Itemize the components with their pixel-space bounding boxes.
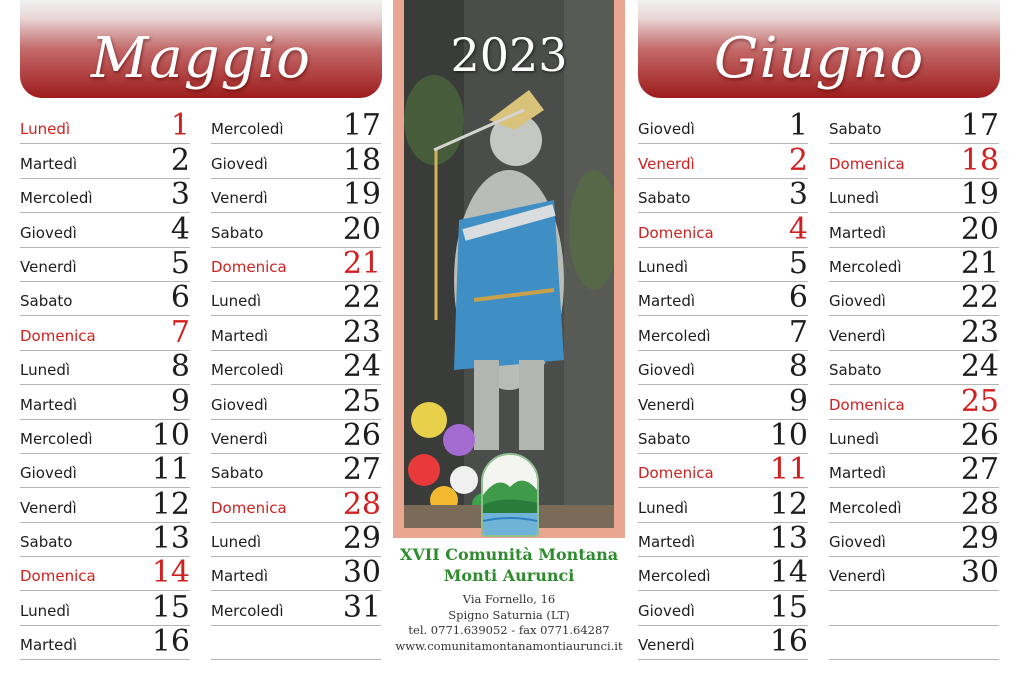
weekday-name: Domenica — [638, 464, 714, 483]
weekday-name: Domenica — [638, 223, 714, 242]
day-number: 27 — [342, 452, 381, 488]
day-number: 9 — [170, 383, 190, 419]
day-row — [829, 110, 999, 144]
day-number: 29 — [342, 521, 381, 557]
may-column-2 — [211, 110, 381, 660]
day-row — [211, 282, 381, 316]
weekday-name: Martedì — [20, 395, 78, 414]
weekday-name: Martedì — [829, 464, 887, 483]
day-row — [638, 282, 808, 316]
weekday-name: Lunedì — [829, 189, 880, 208]
weekday-name: Martedì — [20, 154, 78, 173]
day-number: 26 — [960, 417, 999, 453]
day-number: 25 — [342, 383, 381, 419]
day-row — [20, 110, 190, 144]
day-number: 9 — [788, 383, 808, 419]
weekday-name: Venerdì — [638, 395, 695, 414]
day-row — [829, 351, 999, 385]
day-row — [638, 523, 808, 557]
phone-fax: tel. 0771.639052 - fax 0771.64287 — [408, 623, 610, 637]
day-number: 7 — [170, 314, 190, 350]
weekday-name: Sabato — [638, 429, 691, 448]
weekday-name: Martedì — [638, 533, 696, 552]
weekday-name: Martedì — [211, 326, 269, 345]
day-row — [638, 316, 808, 350]
day-number: 6 — [788, 280, 808, 316]
day-row — [20, 557, 190, 591]
day-row — [829, 245, 999, 282]
day-number: 16 — [769, 624, 808, 660]
day-number: 15 — [151, 589, 190, 625]
day-number: 2 — [170, 142, 190, 178]
day-number: 3 — [788, 177, 808, 213]
day-row — [829, 316, 999, 350]
day-row — [638, 245, 808, 282]
day-number: 4 — [788, 211, 808, 247]
day-number: 14 — [151, 555, 190, 591]
day-row — [638, 626, 808, 660]
day-row — [211, 245, 381, 282]
day-row — [638, 144, 808, 178]
day-row — [211, 179, 381, 213]
day-number: 12 — [151, 486, 190, 522]
day-number: 14 — [769, 555, 808, 591]
address-line2: Spigno Saturnia (LT) — [448, 607, 570, 622]
weekday-name: Sabato — [829, 361, 882, 380]
address-line1: Via Fornello, 16 — [462, 592, 556, 606]
day-number: 25 — [960, 383, 999, 419]
day-row — [20, 316, 190, 350]
statue-photo — [404, 0, 614, 528]
day-row — [829, 282, 999, 316]
day-row — [829, 523, 999, 557]
day-row — [20, 454, 190, 488]
weekday-name: Mercoledì — [20, 189, 93, 208]
day-row — [211, 557, 381, 591]
weekday-name: Venerdì — [638, 636, 695, 655]
day-number: 8 — [170, 349, 190, 385]
weekday-name: Martedì — [638, 292, 696, 311]
weekday-name: Venerdì — [211, 429, 268, 448]
day-row — [211, 591, 381, 625]
day-row — [211, 385, 381, 419]
org-name-line2: Monti Aurunci — [443, 566, 575, 585]
weekday-name: Domenica — [211, 498, 287, 517]
day-number: 15 — [769, 589, 808, 625]
day-number: 30 — [342, 555, 381, 591]
weekday-name: Mercoledì — [211, 361, 284, 380]
day-number: 28 — [960, 486, 999, 522]
weekday-name: Martedì — [20, 636, 78, 655]
day-number: 10 — [769, 417, 808, 453]
weekday-name: Sabato — [211, 464, 264, 483]
day-row — [829, 488, 999, 522]
organization-info — [393, 544, 625, 654]
may-banner — [20, 0, 382, 98]
day-row — [20, 385, 190, 419]
year-label: 2023 — [450, 28, 568, 82]
day-number: 18 — [342, 142, 381, 178]
weekday-name: Venerdì — [20, 498, 77, 517]
website: www.comunitamontanamontiaurunci.it — [395, 638, 623, 653]
weekday-name: Giovedì — [829, 292, 886, 311]
may-column-1 — [20, 110, 190, 660]
day-number: 30 — [960, 555, 999, 591]
weekday-name: Lunedì — [20, 601, 71, 620]
weekday-name: Domenica — [829, 395, 905, 414]
day-row — [20, 282, 190, 316]
june-banner — [638, 0, 1000, 98]
photo-frame — [393, 0, 625, 538]
weekday-name: Lunedì — [638, 498, 689, 517]
weekday-name: Domenica — [20, 567, 96, 586]
day-row — [211, 351, 381, 385]
day-number: 13 — [769, 521, 808, 557]
day-row — [638, 557, 808, 591]
day-number: 20 — [960, 211, 999, 247]
day-number: 19 — [960, 177, 999, 213]
june-column-1 — [638, 110, 808, 660]
day-row — [20, 591, 190, 625]
day-row — [829, 557, 999, 591]
day-row — [211, 454, 381, 488]
day-row — [211, 417, 381, 454]
weekday-name: Martedì — [211, 567, 269, 586]
weekday-name: Lunedì — [20, 361, 71, 380]
day-row — [211, 110, 381, 144]
day-row — [638, 488, 808, 522]
day-number: 1 — [170, 108, 190, 144]
day-number: 10 — [151, 417, 190, 453]
day-number: 11 — [151, 452, 190, 488]
day-number: 19 — [342, 177, 381, 213]
day-row — [638, 417, 808, 454]
day-row — [211, 144, 381, 178]
org-name-line1: XVII Comunità Montana — [399, 545, 619, 564]
weekday-name: Giovedì — [638, 601, 695, 620]
weekday-name: Mercoledì — [638, 567, 711, 586]
june-title: Giugno — [713, 25, 925, 91]
day-number: 27 — [960, 452, 999, 488]
weekday-name: Lunedì — [20, 120, 71, 139]
day-number: 21 — [960, 245, 999, 281]
weekday-name: Giovedì — [211, 395, 268, 414]
day-number: 3 — [170, 177, 190, 213]
day-row — [211, 488, 381, 522]
day-number: 7 — [788, 314, 808, 350]
weekday-name: Giovedì — [638, 361, 695, 380]
day-row — [638, 213, 808, 247]
day-number: 11 — [769, 452, 808, 488]
day-row — [829, 417, 999, 454]
may-title: Maggio — [90, 25, 312, 91]
weekday-name: Giovedì — [20, 464, 77, 483]
day-number: 16 — [151, 624, 190, 660]
weekday-name: Lunedì — [829, 429, 880, 448]
day-number: 6 — [170, 280, 190, 316]
day-row — [638, 385, 808, 419]
weekday-name: Sabato — [20, 533, 73, 552]
day-number: 31 — [342, 589, 381, 625]
day-row — [829, 213, 999, 247]
day-row — [211, 626, 381, 660]
weekday-name: Mercoledì — [211, 601, 284, 620]
weekday-name: Domenica — [829, 154, 905, 173]
weekday-name: Lunedì — [211, 292, 262, 311]
day-row — [20, 417, 190, 454]
day-row — [20, 351, 190, 385]
day-number: 22 — [342, 280, 381, 316]
day-row — [638, 110, 808, 144]
day-row — [638, 454, 808, 488]
day-row — [829, 385, 999, 419]
weekday-name: Giovedì — [829, 533, 886, 552]
day-row — [829, 626, 999, 660]
day-number: 23 — [342, 314, 381, 350]
day-number: 24 — [960, 349, 999, 385]
day-row — [20, 245, 190, 282]
day-number: 1 — [788, 108, 808, 144]
day-number: 17 — [960, 108, 999, 144]
day-number: 17 — [342, 108, 381, 144]
weekday-name: Mercoledì — [20, 429, 93, 448]
weekday-name: Venerdì — [211, 189, 268, 208]
day-number: 18 — [960, 142, 999, 178]
weekday-name: Domenica — [211, 257, 287, 276]
day-row — [829, 179, 999, 213]
weekday-name: Venerdì — [829, 326, 886, 345]
weekday-name: Mercoledì — [829, 257, 902, 276]
day-number: 5 — [170, 245, 190, 281]
weekday-name: Martedì — [829, 223, 887, 242]
day-number: 26 — [342, 417, 381, 453]
day-row — [20, 488, 190, 522]
day-number: 4 — [170, 211, 190, 247]
day-row — [20, 626, 190, 660]
weekday-name: Sabato — [211, 223, 264, 242]
weekday-name: Sabato — [829, 120, 882, 139]
weekday-name: Mercoledì — [829, 498, 902, 517]
weekday-name: Domenica — [20, 326, 96, 345]
day-number: 23 — [960, 314, 999, 350]
weekday-name: Venerdì — [829, 567, 886, 586]
day-row — [20, 213, 190, 247]
weekday-name: Mercoledì — [211, 120, 284, 139]
day-number: 24 — [342, 349, 381, 385]
day-row — [211, 213, 381, 247]
weekday-name: Lunedì — [211, 533, 262, 552]
weekday-name: Sabato — [20, 292, 73, 311]
weekday-name: Lunedì — [638, 257, 689, 276]
weekday-name: Venerdì — [20, 257, 77, 276]
day-number: 5 — [788, 245, 808, 281]
day-number: 28 — [342, 486, 381, 522]
day-row — [829, 144, 999, 178]
day-number: 2 — [788, 142, 808, 178]
day-number: 20 — [342, 211, 381, 247]
day-row — [20, 179, 190, 213]
day-number: 12 — [769, 486, 808, 522]
day-row — [211, 523, 381, 557]
day-row — [20, 144, 190, 178]
day-row — [829, 454, 999, 488]
weekday-name: Venerdì — [638, 154, 695, 173]
weekday-name: Giovedì — [20, 223, 77, 242]
day-row — [638, 591, 808, 625]
day-number: 8 — [788, 349, 808, 385]
day-number: 22 — [960, 280, 999, 316]
community-logo — [481, 453, 539, 537]
day-row — [829, 591, 999, 625]
day-row — [211, 316, 381, 350]
weekday-name: Mercoledì — [638, 326, 711, 345]
weekday-name: Giovedì — [211, 154, 268, 173]
day-number: 29 — [960, 521, 999, 557]
day-row — [20, 523, 190, 557]
day-number: 21 — [342, 245, 381, 281]
weekday-name: Giovedì — [638, 120, 695, 139]
june-column-2 — [829, 110, 999, 660]
weekday-name: Sabato — [638, 189, 691, 208]
day-row — [638, 351, 808, 385]
day-number: 13 — [151, 521, 190, 557]
day-row — [638, 179, 808, 213]
